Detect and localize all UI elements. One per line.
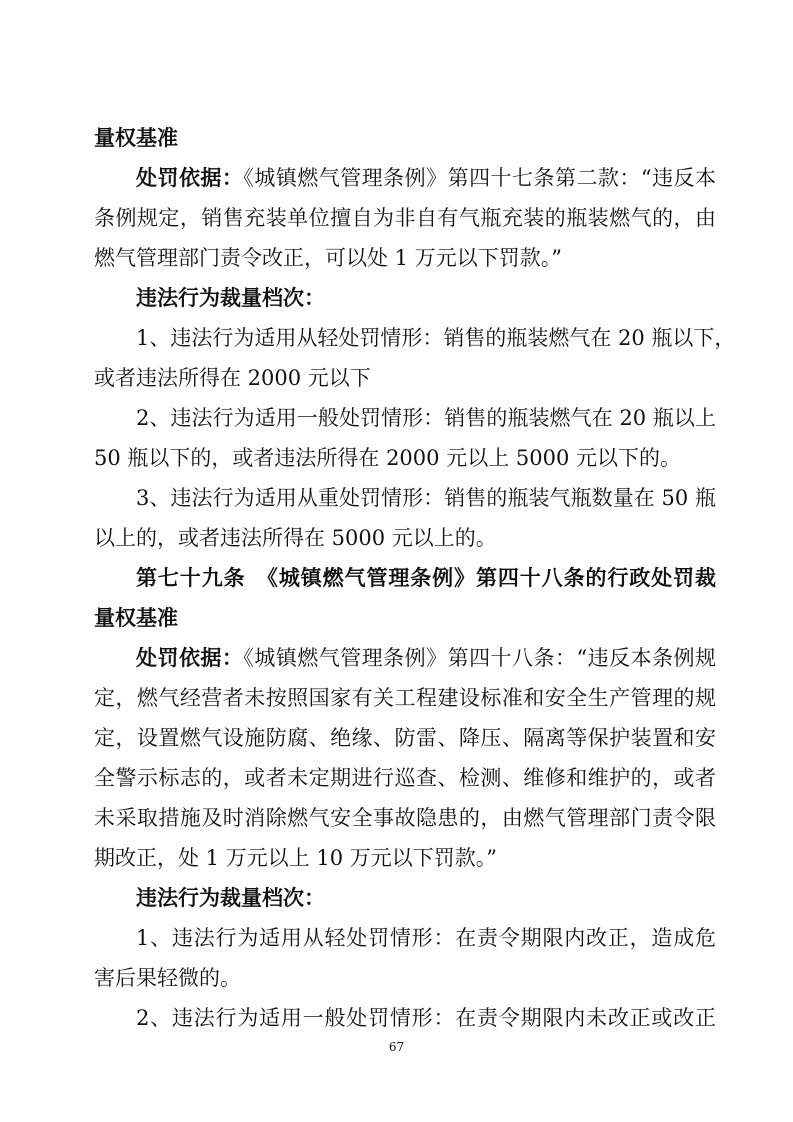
paragraph-line: 1、违法行为适用从轻处罚情形：销售的瓶装燃气在 20 瓶以下， (136, 326, 736, 350)
paragraph-line: 期改正，处 1 万元以上 10 万元以下罚款。” (94, 846, 498, 870)
paragraph-line: 1、违法行为适用从轻处罚情形：在责令期限内改正，造成危 (136, 926, 716, 950)
paragraph-line: 全警示标志的，或者未定期进行巡查、检测、维修和维护的，或者 (94, 766, 716, 790)
basis-label: 处罚依据： (136, 165, 244, 190)
paragraph-line: 3、违法行为适用从重处罚情形：销售的瓶装气瓶数量在 50 瓶 (136, 486, 716, 510)
paragraph-line: 处罚依据：《城镇燃气管理条例》第四十七条第二款：“违反本 (136, 165, 717, 190)
paragraph-line: 2、违法行为适用一般处罚情形：在责令期限内未改正或改正 (136, 1006, 716, 1030)
paragraph-line: 定，燃气经营者未按照国家有关工程建设标准和安全生产管理的规 (94, 686, 716, 710)
paragraph-line: 以上的，或者违法所得在 5000 元以上的。 (94, 526, 497, 550)
paragraph-line: 2、违法行为适用一般处罚情形：销售的瓶装燃气在 20 瓶以上 (136, 406, 716, 430)
article-heading: 第七十九条 《城镇燃气管理条例》第四十八条的行政处罚裁 (136, 565, 716, 590)
paragraph-line: 处罚依据：《城镇燃气管理条例》第四十八条：“违反本条例规 (136, 645, 717, 670)
basis-label: 处罚依据： (136, 645, 244, 670)
paragraph-line: 燃气管理部门责令改正，可以处 1 万元以下罚款。” (94, 246, 562, 270)
document-body (94, 118, 736, 1038)
paragraph-line: 害后果轻微的。 (94, 966, 241, 990)
paragraph-line: 50 瓶以下的，或者违法所得在 2000 元以上 5000 元以下的。 (94, 446, 681, 470)
paragraph-line: 定，设置燃气设施防腐、绝缘、防雷、降压、隔离等保护装置和安 (94, 726, 716, 750)
article-heading: 量权基准 (94, 605, 178, 630)
paragraph-line: 条例规定，销售充装单位擅自为非自有气瓶充装的瓶装燃气的，由 (94, 206, 716, 230)
subheading: 违法行为裁量档次： (136, 285, 325, 310)
paragraph-line: 未采取措施及时消除燃气安全事故隐患的，由燃气管理部门责令限 (94, 806, 716, 830)
paragraph-line: 或者违法所得在 2000 元以下 (94, 366, 371, 390)
page-number: 67 (388, 1040, 405, 1054)
heading-continuation: 量权基准 (94, 125, 178, 150)
subheading: 违法行为裁量档次： (136, 885, 325, 910)
